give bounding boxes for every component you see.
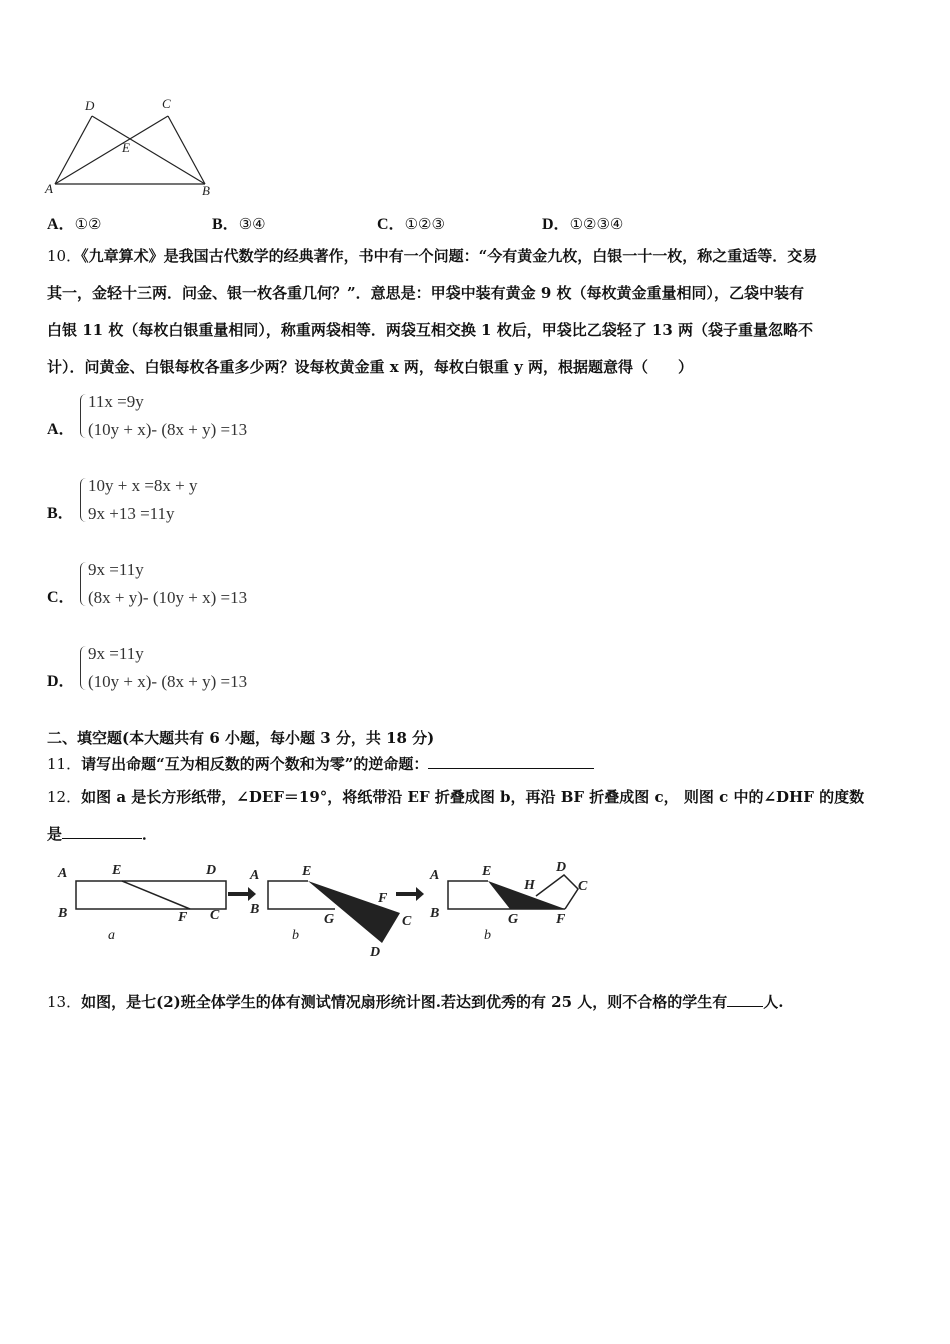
label-D: D: [85, 98, 95, 113]
q11-answer-blank[interactable]: [428, 754, 594, 769]
section-heading: 二、填空题(本大题共有 6 小题，每小题 3 分，共 18 分): [47, 729, 435, 747]
fig-b-label-F: F: [378, 891, 388, 906]
fig-b-label-D: D: [370, 945, 381, 960]
q12-line-2: 是 ．: [47, 825, 158, 843]
q9-option-d: D．①②③④: [542, 215, 624, 233]
fig-c-label-E: E: [482, 864, 492, 879]
fig-c-caption: b: [484, 928, 491, 943]
fig-a-caption: a: [108, 928, 115, 943]
fig-c-label-B: B: [430, 906, 440, 921]
brace-icon: [80, 646, 87, 690]
triangle-figure: [40, 92, 220, 202]
arrow-right-icon: [228, 887, 256, 901]
q10-line-3: 白银 11 枚（每枚白银重量相同），称重两袋相等．两袋互相交换 1 枚后，甲袋比乙袋轻了 13 两（袋子重量忽略不: [47, 321, 814, 339]
q10-line-2: 其一，金轻十三两．问金、银一枚各重几何？”．意思是：甲袋中装有黄金 9 枚（每枚黄金重量相同），乙袋中装有: [47, 284, 805, 302]
fig-c-label-D: D: [556, 860, 567, 875]
fig-b-label-G: G: [324, 912, 335, 927]
equation-system-c: 9x =11y (8x + y)- (10y + x) =13: [80, 560, 300, 612]
fig-b-label-B: B: [250, 902, 260, 917]
equation-system-d: 9x =11y (10y + x)- (8x + y) =13: [80, 644, 300, 696]
label-E: E: [122, 140, 130, 155]
brace-icon: [80, 478, 87, 522]
fig-c-label-C: C: [578, 879, 588, 894]
q12-line-1: 12．如图 a 是长方形纸带，∠DEF＝19°，将纸带沿 EF 折叠成图 b，再沿 BF 折叠成图 c， 则图 c 中的∠DHF 的度数: [47, 788, 865, 806]
brace-icon: [80, 562, 87, 606]
brace-icon: [80, 394, 87, 438]
fig-b-label-E: E: [302, 864, 312, 879]
folding-figure: [50, 855, 610, 963]
fig-c-label-H: H: [524, 878, 535, 893]
q9-option-b: B．③④: [212, 215, 266, 233]
fig-a-label-C: C: [210, 908, 220, 923]
fig-c-label-A: A: [430, 868, 440, 883]
arrow-right-icon: [396, 887, 424, 901]
q10-line-1: 10．《九章算术》是我国古代数学的经典著作，书中有一个问题：“今有黄金九枚，白银一十一枚，称之重适等．交易: [47, 247, 818, 265]
label-A: A: [45, 181, 53, 196]
fig-b-label-A: A: [250, 868, 260, 883]
figure-a: [76, 881, 226, 909]
equation-system-a: 11x =9y (10y + x)- (8x + y) =13: [80, 392, 300, 444]
q13-answer-blank[interactable]: [727, 992, 763, 1007]
label-B: B: [202, 183, 210, 198]
fig-a-label-D: D: [206, 863, 217, 878]
equation-system-b: 10y + x =8x + y 9x +13 =11y: [80, 476, 300, 528]
q13-question: 13．如图，是七(2)班全体学生的体有测试情况扇形统计图.若达到优秀的有 25 人，则不合格的学生有 人.: [47, 993, 784, 1011]
fig-a-label-F: F: [178, 910, 188, 925]
fig-a-label-A: A: [58, 866, 68, 881]
fig-a-label-E: E: [112, 863, 122, 878]
fig-b-label-C: C: [402, 914, 412, 929]
q11-question: 11．请写出命题“互为相反数的两个数和为零”的逆命题：: [47, 753, 594, 774]
q9-option-a: A．①②: [47, 215, 102, 233]
q9-option-c: C．①②③: [377, 215, 445, 233]
fig-a-label-B: B: [58, 906, 68, 921]
fig-c-label-G: G: [508, 912, 519, 927]
fig-c-label-F: F: [556, 912, 566, 927]
q10-line-4: 计）．问黄金、白银每枚各重多少两？设每枚黄金重 x 两，每枚白银重 y 两，根据题意得（ ）: [47, 358, 694, 376]
q12-answer-blank[interactable]: [62, 824, 142, 839]
label-C: C: [162, 96, 171, 111]
fig-b-caption: b: [292, 928, 299, 943]
